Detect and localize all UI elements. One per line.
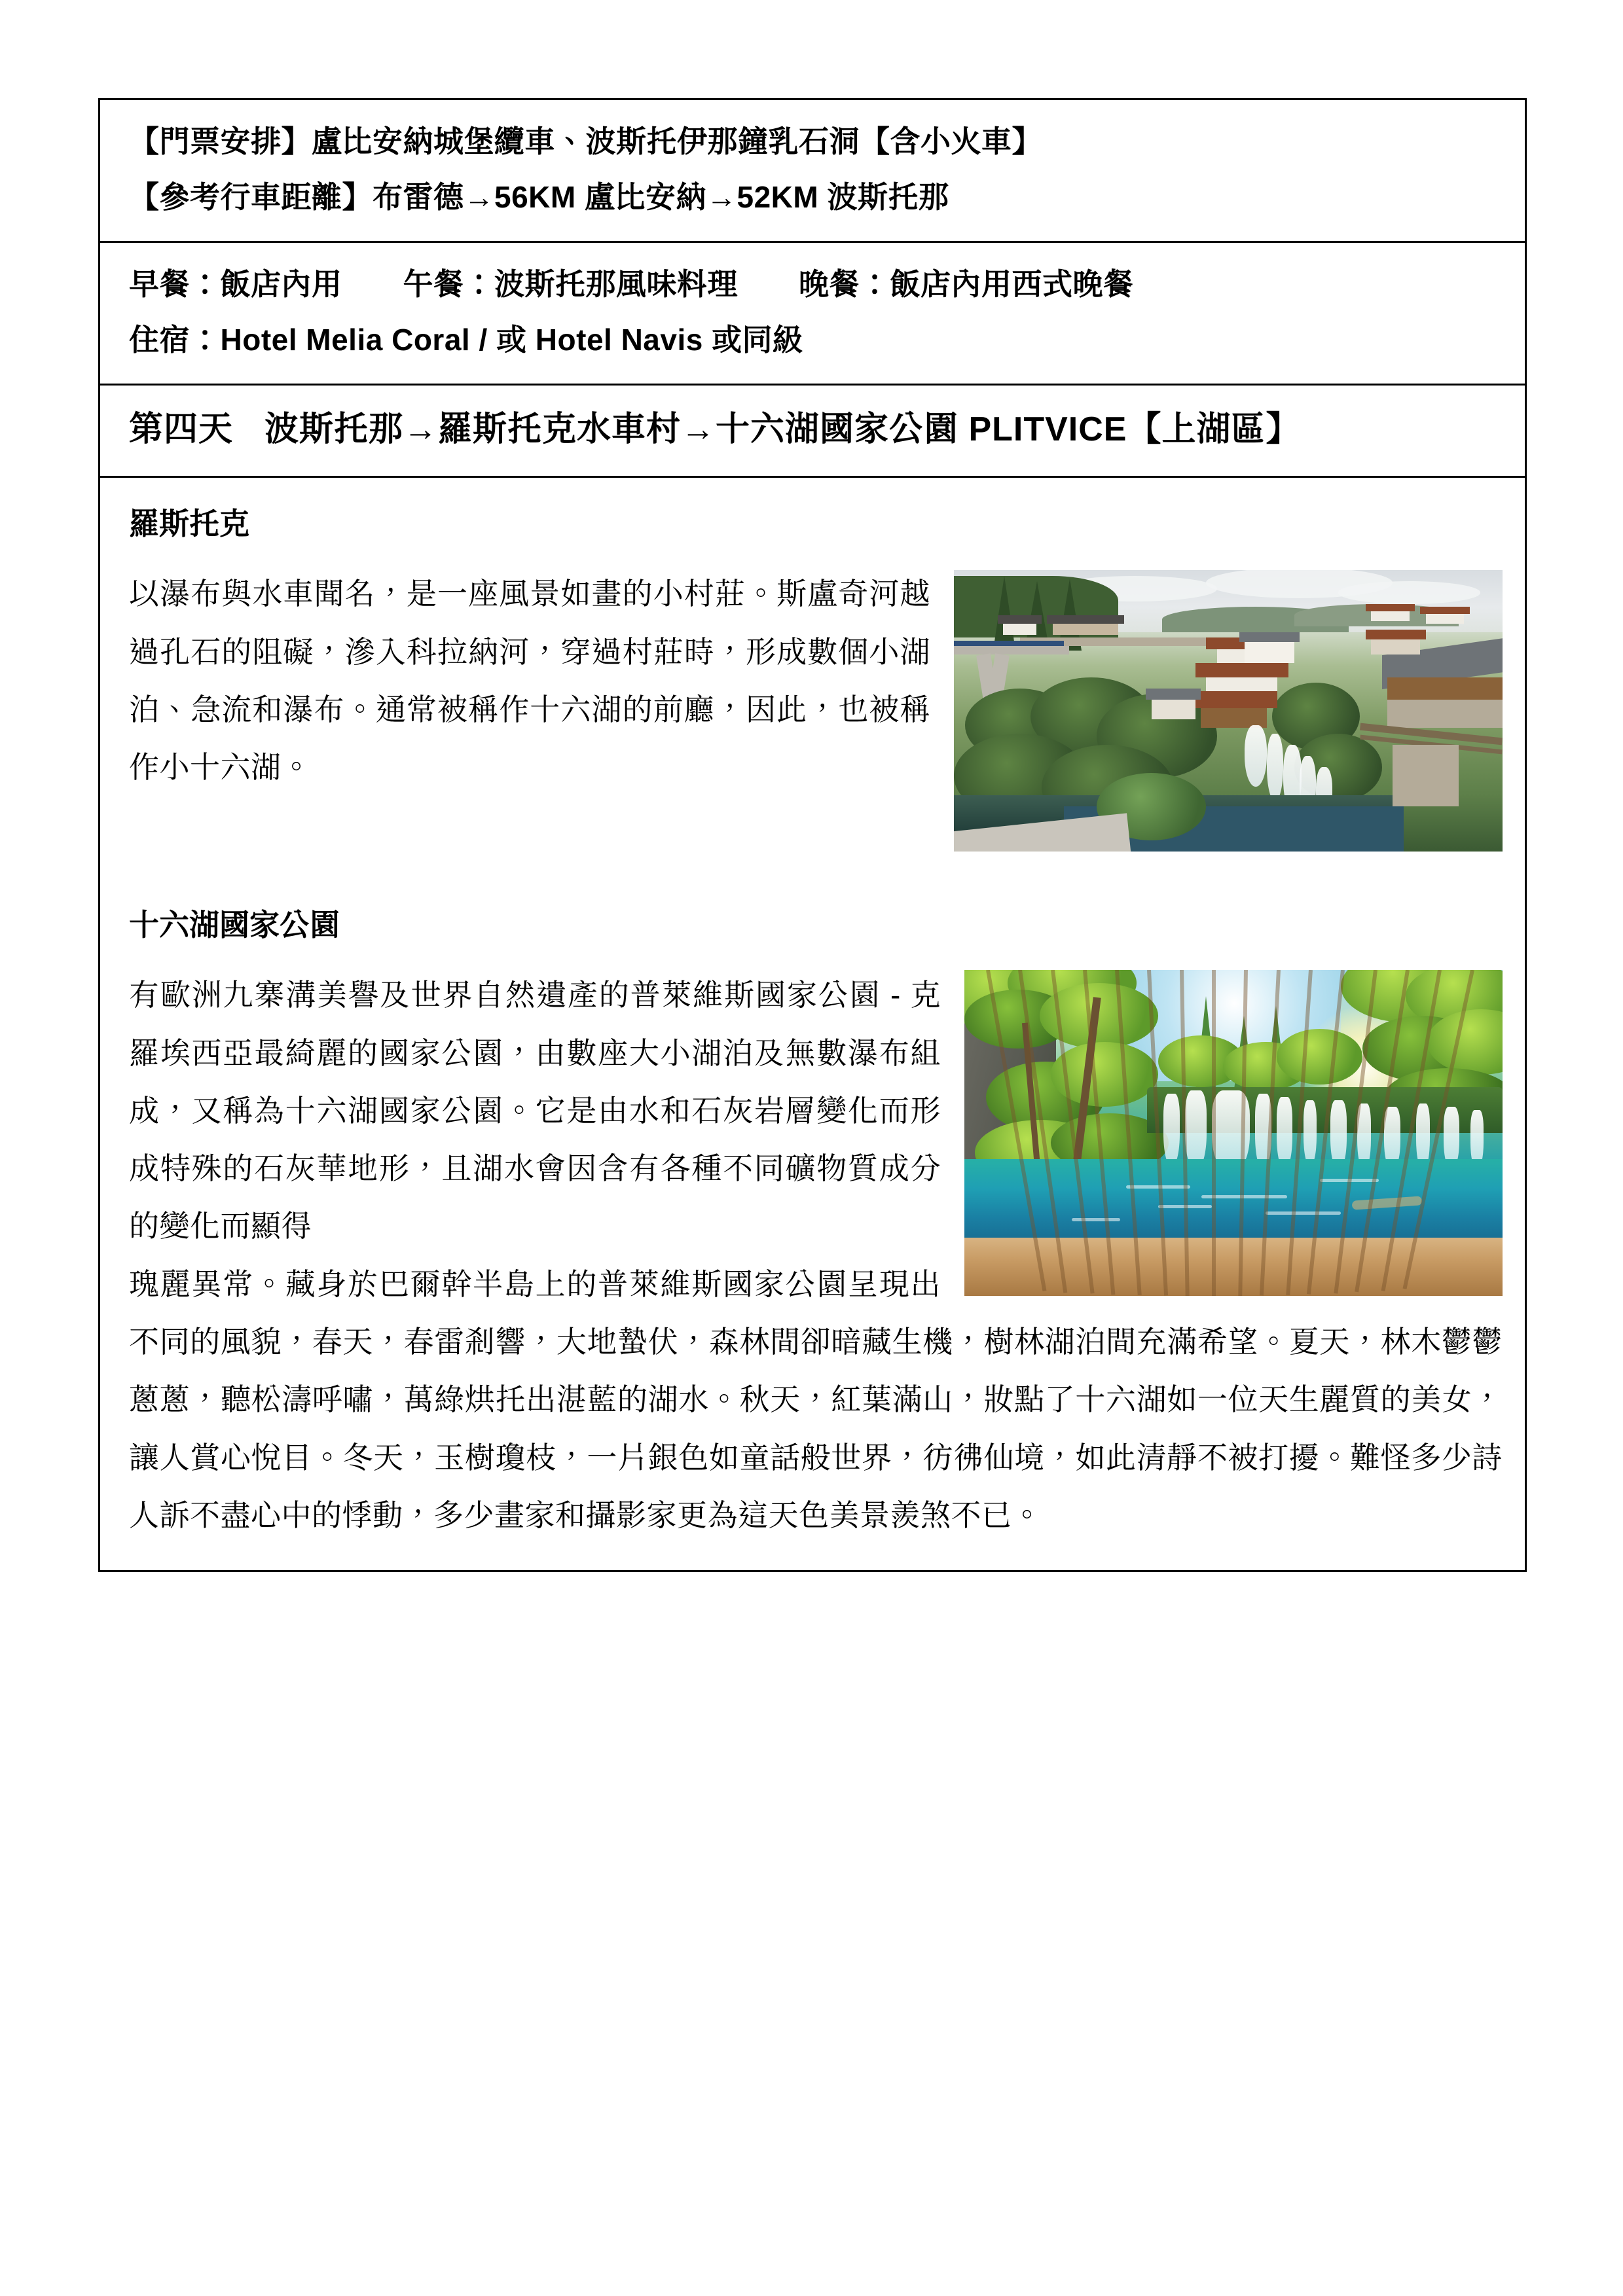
spacer (129, 166, 1503, 173)
meals-hotel-cell (100, 242, 1526, 385)
rastoke-paragraph: 以瀑布與水車聞名，是一座風景如畫的小村莊。斯盧奇河越過孔石的阻礙，滲入科拉納河，穿過村莊時，形成數個小湖泊、急流和瀑布。通常被稱作十六湖的前廳，因此，也被稱作小十六湖。 (129, 577, 930, 785)
table-row-content (100, 477, 1526, 1571)
plitvice-heading: 十六湖國家公園 (129, 908, 340, 942)
day-route: 波斯托那→羅斯托克水車村→十六湖國家公園 PLITVICE【上湖區】 (264, 410, 1301, 449)
day-label: 第四天 (129, 410, 234, 449)
driving-distance-line: 【參考行車距離】布雷德→56KM 盧比安納→52KM 波斯托那 (129, 179, 949, 214)
hotel-line: 住宿：Hotel Melia Coral / 或 Hotel Navis 或同級 (129, 322, 803, 357)
table-row-meals-hotel (100, 242, 1526, 385)
day-title-cell (100, 385, 1526, 477)
rastoke-photo (954, 570, 1503, 852)
plitvice-block (129, 966, 1503, 1544)
ticket-info-cell (100, 99, 1526, 242)
content-cell (100, 477, 1526, 1571)
plitvice-paragraph-bottom: 瑰麗異常。藏身於巴爾幹半島上的普萊維斯國家公園呈現出不同的風貌，春天，春雷剎響，大地蟄伏，森林間卻暗藏生機，樹林湖泊間充滿希望。夏天，林木鬱鬱蔥蔥，聽松濤呼嘯，萬綠烘托出湛藍的湖水。秋天，紅葉滿山，妝點了十六湖如一位天生麗質的美女，讓人賞心悅目。冬天，玉樹瓊枝，一片銀色如童話般世界，彷彿仙境，如此清靜不被打擾。難怪多少詩人訴不盡心中的悸動，多少畫家和攝影家更為這天色美景羨煞不已。 (129, 1266, 1503, 1533)
ticket-arrangement-line: 【門票安排】盧比安納城堡纜車、波斯托伊那鐘乳石洞【含小火車】 (129, 124, 1042, 158)
rastoke-block (129, 565, 1503, 863)
rastoke-heading: 羅斯托克 (129, 507, 249, 541)
table-row-ticket-info (100, 99, 1526, 242)
itinerary-table (98, 98, 1527, 1572)
meals-line: 早餐：飯店內用 午餐：波斯托那風味料理 晚餐：飯店內用西式晚餐 (129, 267, 1134, 302)
table-row-day-title (100, 385, 1526, 477)
spacer (129, 309, 1503, 315)
day-title (129, 403, 1503, 456)
spacer (129, 863, 1503, 899)
plitvice-paragraph-top: 有歐洲九寨溝美譽及世界自然遺產的普萊維斯國家公園 - 克羅埃西亞最綺麗的國家公園，由數座大小湖泊及無數瀑布組成，又稱為十六湖國家公園。它是由水和石灰岩層變化而形成特殊的石灰華地形，且湖水會因含有各種不同礦物質成分的變化而顯得 (129, 978, 941, 1244)
plitvice-photo (964, 970, 1503, 1296)
